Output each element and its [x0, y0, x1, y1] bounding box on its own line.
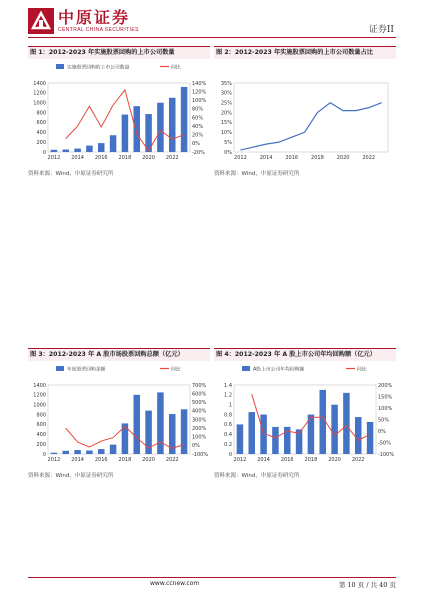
- chart-bar: [367, 422, 374, 454]
- y-tick-label-left: 800: [36, 412, 46, 419]
- chart-bar: [319, 390, 326, 454]
- y-tick-label-right: 120%: [192, 89, 207, 96]
- y-tick-label-right: 100%: [192, 98, 207, 105]
- plot-frame: [48, 83, 190, 152]
- x-tick-label: 2012: [234, 155, 247, 161]
- y-tick-label-right: 140%: [192, 80, 207, 87]
- figure-4-chart: [214, 361, 396, 465]
- legend-label: 年度股票回购金额: [67, 367, 106, 373]
- legend-label: 实施股票回购的上市公司数量: [67, 65, 130, 71]
- x-tick-label: 2018: [311, 155, 324, 161]
- y-tick-label-right: 100%: [192, 434, 207, 441]
- x-tick-label: 2014: [259, 155, 273, 161]
- y-tick-label: 35%: [220, 80, 232, 87]
- y-tick-label-right: 400%: [192, 408, 207, 415]
- chart-bar: [133, 395, 140, 454]
- legend-label: A股上市公司年均回购额: [253, 367, 305, 373]
- figure-source: 资料来源：Wind，中原证券研究所: [214, 171, 300, 177]
- figure-title: 图 4：2012-2023 年 A 股上市公司年均回购额（亿元）: [214, 348, 396, 361]
- y-tick-label-left: 1200: [33, 90, 46, 97]
- y-tick-label-right: -20%: [192, 149, 205, 156]
- chart-bar: [110, 445, 117, 454]
- figure-source: 资料来源：Wind，中原证券研究所: [28, 473, 114, 479]
- x-tick-label: 2016: [280, 457, 294, 463]
- logo-mark-icon: [28, 8, 54, 34]
- chart-bar: [272, 427, 279, 454]
- y-tick-label-left: 1.4: [224, 382, 232, 389]
- y-tick-label-left: 600: [36, 120, 46, 127]
- chart-bar: [74, 149, 81, 152]
- chart-bar: [237, 424, 244, 454]
- chart-bar: [62, 451, 69, 454]
- footer-divider: [28, 577, 396, 578]
- logo-en: CENTRAL CHINA SECURITIES: [58, 27, 139, 33]
- legend-label: 同比: [171, 367, 181, 373]
- y-tick-label-left: 600: [36, 422, 46, 429]
- figure-1-chart: [28, 59, 210, 163]
- y-tick-label-right: 20%: [192, 132, 204, 139]
- page-footer: [28, 577, 396, 589]
- legend-label: 同比: [171, 65, 181, 71]
- y-tick-label-left: 1200: [33, 392, 46, 399]
- footer-website-link[interactable]: www.ccnew.com: [150, 580, 200, 587]
- y-tick-label: 10%: [220, 130, 232, 137]
- chart-bar: [343, 393, 350, 454]
- chart-bar: [110, 135, 117, 152]
- figure-title: 图 3：2012-2023 年 A 股市场股票回购总额（亿元）: [28, 348, 210, 361]
- y-tick-label-left: 1400: [33, 80, 46, 87]
- y-tick-label-left: 0.2: [224, 441, 232, 448]
- y-tick-label-left: 0: [42, 149, 46, 156]
- chart-bar: [248, 412, 255, 454]
- y-tick-label-right: 150%: [378, 394, 393, 401]
- y-tick-label-left: 800: [36, 110, 46, 117]
- y-tick-label: 20%: [220, 110, 232, 117]
- y-tick-label-left: 1400: [33, 382, 46, 389]
- x-tick-label: 2020: [142, 457, 155, 463]
- plot-frame: [48, 385, 190, 454]
- x-tick-label: 2016: [94, 155, 108, 161]
- chart-bar: [51, 150, 58, 152]
- x-tick-label: 2020: [142, 155, 155, 161]
- y-tick-label-right: 40%: [192, 123, 204, 130]
- figure-3: [28, 348, 210, 479]
- figure-3-chart: [28, 361, 210, 465]
- plot-frame: [234, 385, 376, 454]
- y-tick-label-right: 300%: [192, 417, 207, 424]
- y-tick-label-right: 200%: [192, 425, 207, 432]
- chart-bar: [169, 98, 176, 152]
- chart-bar: [62, 150, 69, 152]
- y-tick-label-right: 200%: [378, 382, 393, 389]
- x-tick-label: 2020: [336, 155, 350, 161]
- legend-label: 同比: [357, 367, 367, 373]
- figure-row-2: [28, 348, 396, 479]
- figure-4: [214, 348, 396, 479]
- y-tick-label-left: 200: [36, 139, 46, 146]
- x-tick-label: 2022: [351, 457, 365, 463]
- y-tick-label-right: -50%: [378, 440, 391, 447]
- figure-source: 资料来源：Wind，中原证券研究所: [28, 171, 114, 177]
- legend-swatch-bar: [242, 366, 250, 371]
- y-tick-label-left: 1000: [33, 402, 46, 409]
- chart-bar: [181, 409, 188, 454]
- figure-1: [28, 46, 210, 177]
- page-number: 第 10 页 / 共 40 页: [338, 581, 396, 589]
- figure-2: [214, 46, 396, 177]
- x-tick-label: 2022: [165, 155, 179, 161]
- y-tick-label-left: 0.4: [224, 432, 232, 439]
- figure-2-chart: [214, 59, 396, 163]
- x-tick-label: 2012: [47, 457, 61, 463]
- x-tick-label: 2016: [285, 155, 299, 161]
- y-tick-label: 15%: [220, 120, 232, 127]
- legend-swatch-bar: [56, 366, 64, 371]
- chart-bar: [122, 115, 129, 152]
- y-tick-label: 25%: [220, 100, 232, 107]
- y-tick-label: 0%: [224, 149, 232, 156]
- chart-bar: [157, 103, 164, 152]
- chart-bar: [98, 449, 105, 454]
- x-tick-label: 2012: [233, 457, 247, 463]
- chart-bar: [74, 450, 81, 454]
- chart-bar: [51, 453, 58, 454]
- chart-line: [240, 103, 381, 150]
- chart-bar: [331, 405, 338, 454]
- figure-title: 图 1：2012-2023 年实施股票回购的上市公司数量: [28, 46, 210, 59]
- y-tick-label-right: 0%: [192, 443, 200, 450]
- y-tick-label-left: 1.2: [224, 392, 232, 399]
- x-tick-label: 2014: [71, 457, 84, 463]
- x-tick-label: 2022: [362, 155, 376, 161]
- y-tick-label-right: 0%: [192, 141, 200, 148]
- y-tick-label: 30%: [220, 90, 232, 97]
- y-tick-label-right: 700%: [192, 382, 207, 389]
- y-tick-label-left: 1000: [33, 100, 46, 107]
- y-tick-label-right: 500%: [192, 400, 207, 407]
- x-tick-label: 2016: [94, 457, 108, 463]
- figure-row-1: [28, 46, 396, 177]
- x-tick-label: 2014: [257, 457, 270, 463]
- y-tick-label: 5%: [224, 139, 232, 146]
- header-divider: [28, 37, 396, 38]
- page-header: [0, 0, 424, 40]
- y-tick-label-right: 60%: [192, 115, 204, 122]
- y-tick-label-right: -100%: [192, 451, 209, 458]
- chart-bar: [133, 106, 140, 152]
- doc-type-label: 证券II: [368, 25, 394, 35]
- chart-bar: [181, 87, 188, 152]
- y-tick-label-left: 400: [36, 432, 46, 439]
- y-tick-label-right: 0%: [378, 428, 386, 435]
- x-tick-label: 2022: [165, 457, 179, 463]
- y-tick-label-right: -100%: [378, 451, 395, 458]
- y-tick-label-right: 80%: [192, 106, 204, 113]
- company-logo: [28, 8, 139, 34]
- y-tick-label-left: 0: [42, 451, 46, 458]
- figure-source: 资料来源：Wind，中原证券研究所: [214, 473, 300, 479]
- x-tick-label: 2020: [328, 457, 341, 463]
- y-tick-label-left: 0.8: [224, 412, 232, 419]
- x-tick-label: 2012: [47, 155, 61, 161]
- logo-cn: 中原证券: [58, 8, 131, 27]
- chart-bar: [86, 451, 93, 454]
- figure-title: 图 2：2012-2023 年实施股票回购的上市公司数量占比: [214, 46, 396, 59]
- y-tick-label-left: 200: [36, 441, 46, 448]
- chart-bar: [98, 143, 105, 152]
- x-tick-label: 2014: [71, 155, 84, 161]
- y-tick-label-left: 400: [36, 130, 46, 137]
- y-tick-label-right: 50%: [378, 417, 390, 424]
- y-tick-label-right: 600%: [192, 391, 207, 398]
- x-tick-label: 2018: [304, 457, 318, 463]
- x-tick-label: 2018: [118, 155, 132, 161]
- chart-bar: [86, 146, 93, 152]
- y-tick-label-left: 0.6: [224, 422, 232, 429]
- chart-bar: [157, 392, 164, 454]
- x-tick-label: 2018: [118, 457, 132, 463]
- legend-swatch-bar: [56, 64, 64, 69]
- chart-bar: [355, 417, 362, 454]
- y-tick-label-left: 1: [228, 402, 232, 409]
- y-tick-label-left: 0: [228, 451, 232, 458]
- y-tick-label-right: 100%: [378, 405, 393, 412]
- plot-frame: [234, 83, 388, 152]
